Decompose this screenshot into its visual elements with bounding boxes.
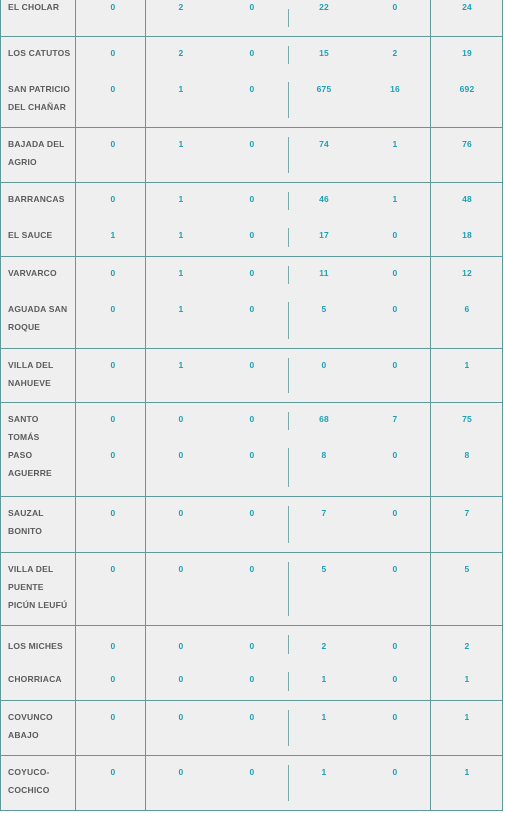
cell-value: 0 [178, 712, 184, 722]
cell-value: 0 [110, 767, 116, 777]
cell-value: 5 [321, 304, 327, 314]
cell-value: 2 [392, 48, 398, 58]
cell-value: 0 [178, 414, 184, 424]
cell-value: 1 [178, 304, 184, 314]
cell-value: 0 [110, 508, 116, 518]
row-name: SAUZAL BONITO [8, 508, 44, 536]
cell-value: 0 [110, 2, 116, 12]
cell-value: 0 [392, 767, 398, 777]
table-row [1, 37, 502, 73]
cell-value: 48 [462, 194, 472, 204]
row-name: BARRANCAS [8, 194, 65, 204]
row-name: SANTO TOMÁS [8, 414, 40, 442]
cell-value: 0 [110, 712, 116, 722]
row-name: AGUADA SAN ROQUE [8, 304, 68, 332]
cell-value: 0 [321, 360, 327, 370]
cell-value: 5 [464, 564, 470, 574]
cell-value: 0 [249, 2, 255, 12]
row-name: CHORRIACA [8, 674, 62, 684]
table-row [1, 663, 502, 701]
cell-value: 675 [316, 84, 332, 94]
cell-value: 0 [249, 304, 255, 314]
table-row [1, 553, 502, 626]
row-name: BAJADA DEL AGRIO [8, 139, 65, 167]
cell-value: 75 [462, 414, 472, 424]
cell-value: 1 [392, 139, 398, 149]
cell-value: 0 [110, 48, 116, 58]
row-name: COVUNCO ABAJO [8, 712, 53, 740]
cell-value: 0 [178, 767, 184, 777]
cell-value: 19 [462, 48, 472, 58]
cell-value: 0 [249, 712, 255, 722]
row-name: VARVARCO [8, 268, 57, 278]
cell-value: 0 [178, 564, 184, 574]
cell-value: 0 [392, 304, 398, 314]
cell-value: 0 [249, 84, 255, 94]
cell-value: 5 [321, 564, 327, 574]
cell-value: 2 [321, 641, 327, 651]
cell-value: 2 [464, 641, 470, 651]
cell-value: 0 [392, 268, 398, 278]
cell-value: 12 [462, 268, 472, 278]
cell-value: 1 [178, 139, 184, 149]
cell-value: 0 [110, 450, 116, 460]
cell-value: 0 [110, 84, 116, 94]
cell-value: 6 [464, 304, 470, 314]
cell-value: 8 [464, 450, 470, 460]
cell-value: 0 [249, 194, 255, 204]
cell-value: 0 [249, 767, 255, 777]
cell-value: 0 [249, 230, 255, 240]
cell-value: 0 [249, 360, 255, 370]
table-row [1, 293, 502, 349]
cell-value: 1 [321, 767, 327, 777]
cell-value: 1 [464, 767, 470, 777]
cell-value: 0 [110, 564, 116, 574]
row-name: LOS MICHES [8, 641, 63, 651]
cell-value: 0 [249, 674, 255, 684]
cell-value: 0 [249, 139, 255, 149]
cell-value: 1 [178, 360, 184, 370]
cell-value: 1 [110, 230, 116, 240]
cell-value: 0 [249, 508, 255, 518]
cell-value: 0 [392, 508, 398, 518]
cell-value: 0 [392, 712, 398, 722]
cell-value: 18 [462, 230, 472, 240]
cell-value: 0 [392, 230, 398, 240]
cell-value: 0 [392, 360, 398, 370]
cell-value: 0 [392, 2, 398, 12]
cell-value: 1 [464, 712, 470, 722]
table-row [1, 0, 502, 37]
cell-value: 0 [249, 48, 255, 58]
cell-value: 1 [464, 360, 470, 370]
cell-value: 7 [321, 508, 327, 518]
cell-value: 11 [319, 268, 329, 278]
cell-value: 2 [178, 48, 184, 58]
cell-value: 2 [178, 2, 184, 12]
table-row [1, 257, 502, 293]
cell-value: 0 [178, 450, 184, 460]
cell-value: 0 [110, 414, 116, 424]
table-row [1, 183, 502, 219]
row-name: SAN PATRICIO DEL CHAÑAR [8, 84, 71, 112]
cell-value: 76 [462, 139, 472, 149]
table-row [1, 73, 502, 128]
cell-value: 0 [110, 304, 116, 314]
table-row [1, 349, 502, 403]
cell-value: 1 [178, 268, 184, 278]
cell-value: 1 [392, 194, 398, 204]
table-row [1, 219, 502, 257]
row-name: VILLA DEL NAHUEVE [8, 360, 54, 388]
cell-value: 0 [110, 641, 116, 651]
cell-value: 0 [249, 564, 255, 574]
cell-value: 0 [178, 641, 184, 651]
cell-value: 0 [249, 268, 255, 278]
cell-value: 74 [319, 139, 329, 149]
cell-value: 17 [319, 230, 329, 240]
row-name: COYUCO-COCHICO [8, 767, 50, 795]
table-row [1, 439, 502, 497]
cell-value: 46 [319, 194, 329, 204]
row-name: EL CHOLAR [8, 2, 60, 12]
cell-value: 7 [392, 414, 398, 424]
cell-value: 16 [390, 84, 400, 94]
cell-value: 1 [178, 194, 184, 204]
cell-value: 22 [319, 2, 329, 12]
cell-value: 1 [321, 712, 327, 722]
cell-value: 1 [321, 674, 327, 684]
cell-value: 0 [110, 194, 116, 204]
cell-value: 0 [392, 674, 398, 684]
table-row [1, 128, 502, 183]
row-name: VILLA DEL PUENTE PICÚN LEUFÚ [8, 564, 68, 610]
cell-value: 24 [462, 2, 472, 12]
row-name: PASO AGUERRE [8, 450, 52, 478]
table-row [1, 701, 502, 756]
cell-value: 0 [178, 674, 184, 684]
row-name: LOS CATUTOS [8, 48, 71, 58]
cell-value: 0 [178, 508, 184, 518]
cell-value: 68 [319, 414, 329, 424]
cell-value: 0 [392, 450, 398, 460]
table-row [1, 497, 502, 553]
cell-value: 0 [392, 641, 398, 651]
cell-value: 0 [110, 674, 116, 684]
cell-value: 7 [464, 508, 470, 518]
cell-value: 15 [319, 48, 329, 58]
cell-value: 0 [249, 450, 255, 460]
cell-value: 1 [178, 230, 184, 240]
table-row [1, 403, 502, 442]
cell-value: 0 [110, 268, 116, 278]
table-row [1, 756, 502, 811]
cell-value: 692 [459, 84, 475, 94]
cell-value: 8 [321, 450, 327, 460]
cell-value: 1 [178, 84, 184, 94]
cell-value: 0 [110, 139, 116, 149]
cell-value: 0 [110, 360, 116, 370]
row-name: EL SAUCE [8, 230, 53, 240]
cell-value: 0 [249, 414, 255, 424]
cell-value: 1 [464, 674, 470, 684]
cell-value: 0 [249, 641, 255, 651]
table-row [1, 626, 502, 663]
cell-value: 0 [392, 564, 398, 574]
